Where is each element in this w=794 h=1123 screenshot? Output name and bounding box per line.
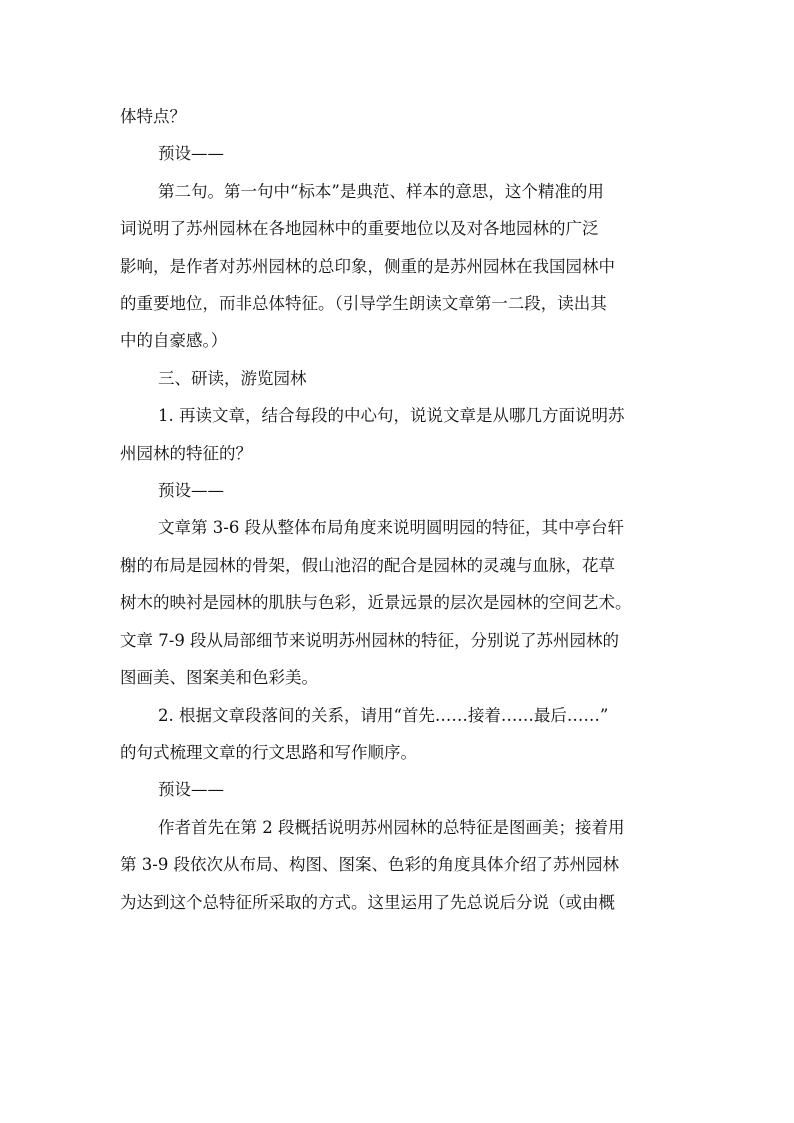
text-line: 文章第 3-6 段从整体布局角度来说明圆明园的特征，其中亭台轩 [158,518,625,538]
question-line: 州园林的特征的？ [120,443,252,463]
text-line: 体特点？ [120,107,186,126]
text-line: 中的自豪感。） [120,331,228,351]
text-line: 图画美、图案美和色彩美。 [120,668,318,688]
text-line: 的重要地位，而非总体特征。（引导学生朗读文章第一二段，读出其 [120,294,607,314]
text-line: 榭的布局是园林的骨架，假山池沼的配合是园林的灵魂与血脉，花草 [120,555,615,575]
answer-label: 预设—— [158,481,224,501]
question-line: 2. 根据文章段落间的关系，请用“首先……接着……最后……” [158,705,609,725]
text-line: 为达到这个总特征所采取的方式。这里运用了先总说后分说（或由概 [120,892,615,912]
text-line: 第 3-9 段依次从布局、构图、图案、色彩的角度具体介绍了苏州园林 [120,855,620,875]
document-body [120,98,680,921]
answer-label: 预设—— [158,144,224,164]
question-line: 1. 再读文章，结合每段的中心句，说说文章是从哪几方面说明苏 [158,406,625,426]
question-line: 的句式梳理文章的行文思路和写作顺序。 [120,742,417,762]
text-line: 词说明了苏州园林在各地园林中的重要地位以及对各地园林的广泛 [120,219,599,239]
text-line: 作者首先在第 2 段概括说明苏州园林的总特征是图画美；接着用 [158,817,625,837]
text-line: 文章 7-9 段从局部细节来说明苏州园林的特征，分别说了苏州园林的 [120,630,620,650]
answer-label: 预设—— [158,780,224,800]
text-line: 影响，是作者对苏州园林的总印象，侧重的是苏州园林在我国园林中 [120,256,615,276]
text-line: 树木的映衬是园林的肌肤与色彩，近景远景的层次是园林的空间艺术。 [120,593,632,613]
section-heading: 三、研读，游览园林 [158,368,307,388]
text-line: 第二句。第一句中“标本”是典范、样本的意思，这个精准的用 [158,181,604,201]
